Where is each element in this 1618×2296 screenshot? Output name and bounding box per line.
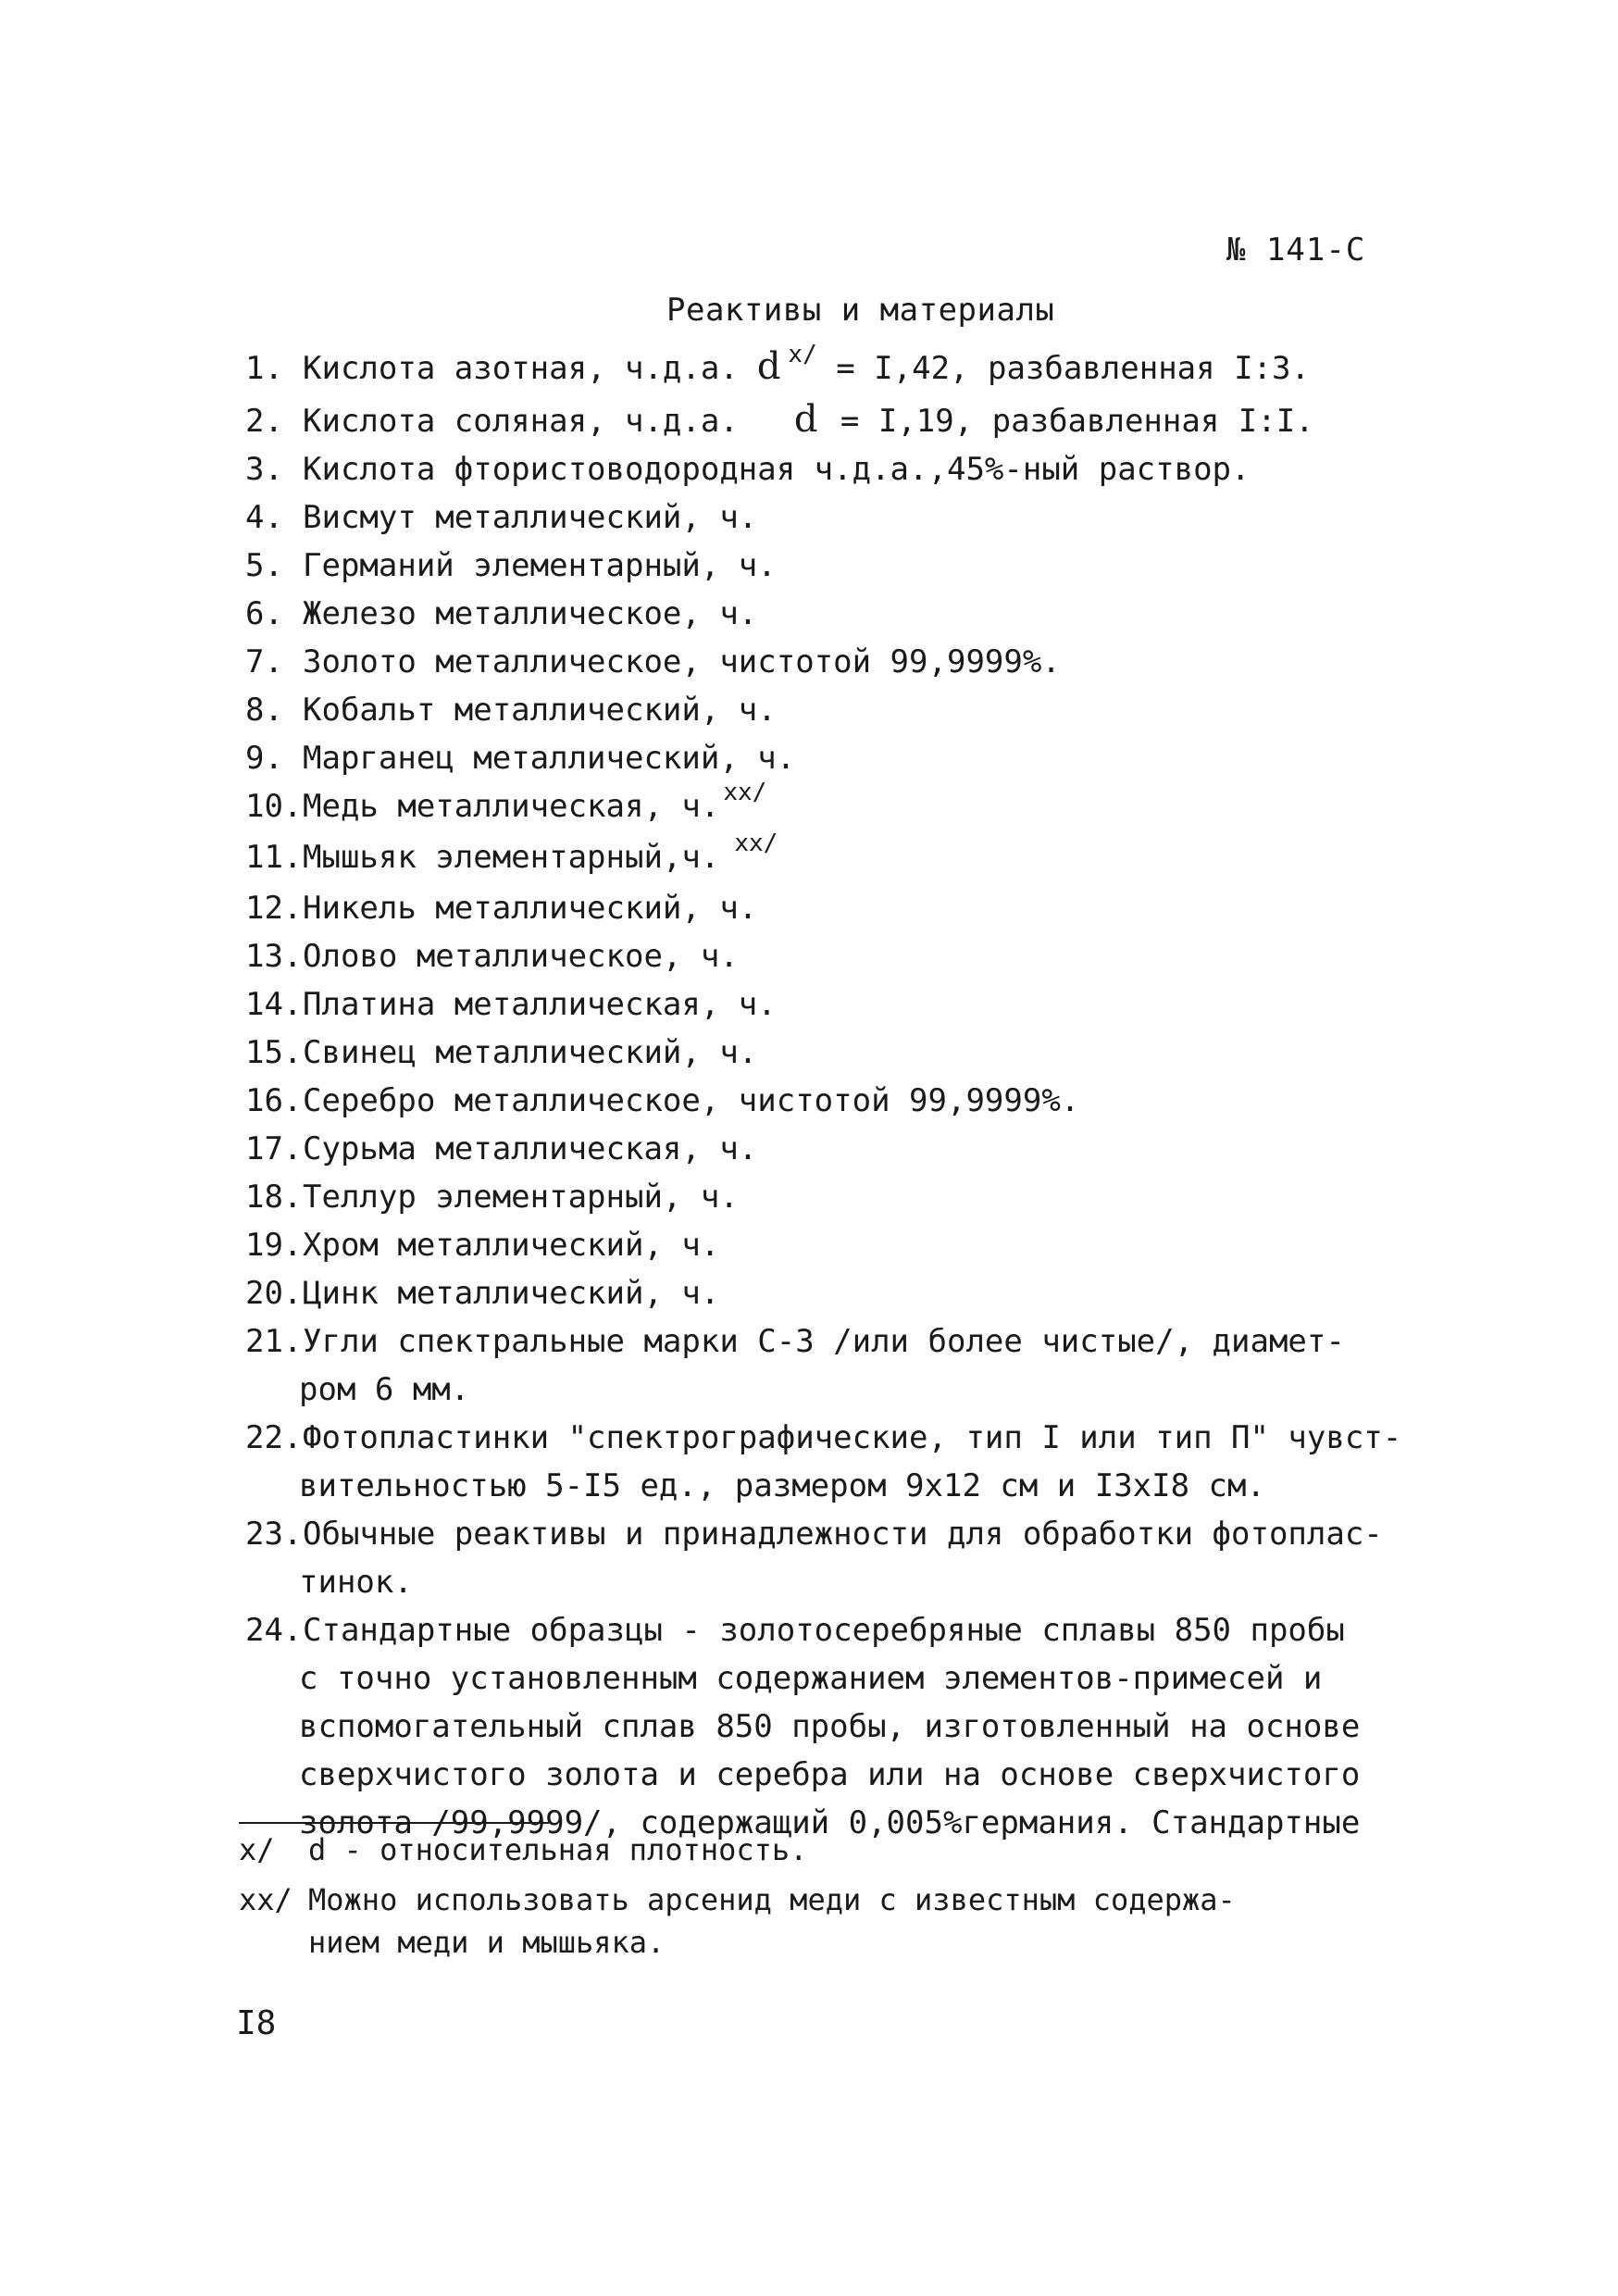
item-text: Кислота фтористоводородная ч.д.а.,45%-ный раствор.: [303, 451, 1251, 488]
footnote-ref: x/: [788, 341, 817, 368]
reagents-list: [245, 343, 1449, 1847]
item-number: 10.: [245, 788, 303, 825]
page-number: I8: [236, 2004, 277, 2042]
list-item: [245, 1606, 1449, 1847]
item-text: Стандартные образцы - золотосеребряные сплавы 850 пробы: [303, 1612, 1345, 1649]
footnote-mark: x/: [239, 1832, 275, 1867]
footnote-separator: [239, 1822, 549, 1824]
list-item: [245, 1173, 1449, 1221]
item-text: Мышьяк элементарный,ч.: [303, 839, 720, 876]
item-text: Обычные реактивы и принадлежности для обработки фотоплас-: [303, 1516, 1383, 1553]
item-number: 18.: [245, 1179, 303, 1216]
footnote-text: d - относительная плотность.: [308, 1832, 808, 1867]
list-item: [245, 932, 1449, 980]
item-text: Железо металлическое, ч.: [303, 595, 758, 632]
footnote-ref: xx/: [734, 830, 778, 857]
item-text: Кобальт металлический, ч.: [303, 692, 777, 729]
item-text: Марганец металлический, ч.: [303, 740, 796, 777]
item-text: Серебро металлическое, чистотой 99,9999%.: [303, 1082, 1080, 1119]
item-number: 11.: [245, 839, 303, 876]
document-number: № 141-С: [1226, 231, 1366, 268]
item-number: 7.: [245, 643, 283, 680]
item-number: 22.: [245, 1419, 303, 1456]
footnote: [239, 1878, 1442, 1964]
item-number: 3.: [245, 451, 283, 488]
item-text-tail: = I,19, разбавленная I:I.: [840, 403, 1314, 440]
item-number: 14.: [245, 986, 303, 1023]
item-text: Теллур элементарный, ч.: [303, 1179, 739, 1216]
list-item: [245, 493, 1449, 542]
density-symbol: d: [756, 345, 781, 388]
item-text-continuation: ром 6 мм.: [299, 1371, 470, 1408]
item-text: Медь металлическая, ч.: [303, 788, 720, 825]
list-item: [245, 542, 1449, 590]
item-text-continuation: золота /99,9999/, содержащий 0,005%германия. Стандартные: [299, 1804, 1361, 1841]
list-item: [245, 779, 1449, 833]
item-number: 15.: [245, 1034, 303, 1071]
list-item: [245, 1414, 1449, 1510]
item-text-continuation: тинок.: [299, 1564, 413, 1601]
item-text: Висмут металлический, ч.: [303, 499, 758, 536]
list-item: [245, 1269, 1449, 1317]
item-number: 8.: [245, 692, 283, 729]
footnote: [239, 1828, 1442, 1871]
item-text: Золото металлическое, чистотой 99,9999%.: [303, 643, 1061, 680]
list-item: [245, 1317, 1449, 1414]
item-text: Свинец металлический, ч.: [303, 1034, 758, 1071]
item-number: 12.: [245, 890, 303, 927]
footnote-ref: xx/: [723, 779, 767, 806]
list-item: [245, 686, 1449, 734]
item-text: Хром металлический, ч.: [303, 1227, 720, 1264]
item-text: Германий элементарный, ч.: [303, 547, 777, 584]
list-item: [245, 590, 1449, 638]
item-text-tail: = I,42, разбавленная I:3.: [836, 350, 1310, 387]
item-text-continuation: вспомогательный сплав 850 пробы, изготовленный на основе: [299, 1708, 1361, 1745]
item-number: 16.: [245, 1082, 303, 1119]
footnotes: [239, 1828, 1442, 1964]
item-text-continuation: вительностью 5-I5 ед., размером 9х12 см и I3хI8 см.: [299, 1467, 1265, 1504]
list-item: [245, 1510, 1449, 1606]
item-text: Сурьма металлическая, ч.: [303, 1130, 758, 1167]
item-number: 2.: [245, 403, 283, 440]
item-number: 17.: [245, 1130, 303, 1167]
item-text: Угли спектральные марки С-3 /или более чистые/, диамет-: [303, 1323, 1345, 1360]
item-text-continuation: сверхчистого золота и серебра или на основе сверхчистого: [299, 1756, 1361, 1793]
item-text: Кислота азотная, ч.д.а.: [303, 350, 739, 387]
footnote-mark: xx/: [239, 1882, 292, 1917]
list-item: [245, 980, 1449, 1029]
item-number: 20.: [245, 1275, 303, 1312]
item-text: Кислота соляная, ч.д.а.: [303, 403, 739, 440]
list-item: [245, 884, 1449, 932]
list-item: [245, 734, 1449, 782]
item-number: 23.: [245, 1516, 303, 1553]
item-number: 13.: [245, 938, 303, 975]
section-heading: Реактивы и материалы: [666, 292, 1055, 329]
density-symbol: d: [793, 398, 818, 441]
footnote-text: Можно использовать арсенид меди с известным содержа-: [308, 1882, 1236, 1917]
item-number: 5.: [245, 547, 283, 584]
list-item: [245, 395, 1449, 445]
item-number: 1.: [245, 350, 283, 387]
list-item: [245, 343, 1449, 395]
list-item: [245, 1029, 1449, 1077]
list-item: [245, 1077, 1449, 1125]
item-text: Олово металлическое, ч.: [303, 938, 739, 975]
item-number: 6.: [245, 595, 283, 632]
item-number: 21.: [245, 1323, 303, 1360]
item-text: Цинк металлический, ч.: [303, 1275, 720, 1312]
list-item: [245, 1221, 1449, 1269]
item-number: 4.: [245, 499, 283, 536]
item-text: Платина металлическая, ч.: [303, 986, 777, 1023]
item-text: Никель металлический, ч.: [303, 890, 758, 927]
list-item: [245, 445, 1449, 493]
item-text: Фотопластинки "спектрографические, тип I или тип П" чувст-: [303, 1419, 1402, 1456]
item-number: 9.: [245, 740, 283, 777]
list-item: [245, 1125, 1449, 1173]
list-item: [245, 830, 1449, 884]
footnote-text-continuation: нием меди и мышьяка.: [308, 1925, 666, 1960]
item-number: 24.: [245, 1612, 303, 1649]
list-item: [245, 638, 1449, 686]
item-number: 19.: [245, 1227, 303, 1264]
item-text-continuation: с точно установленным содержанием элементов-примесей и: [299, 1660, 1323, 1697]
